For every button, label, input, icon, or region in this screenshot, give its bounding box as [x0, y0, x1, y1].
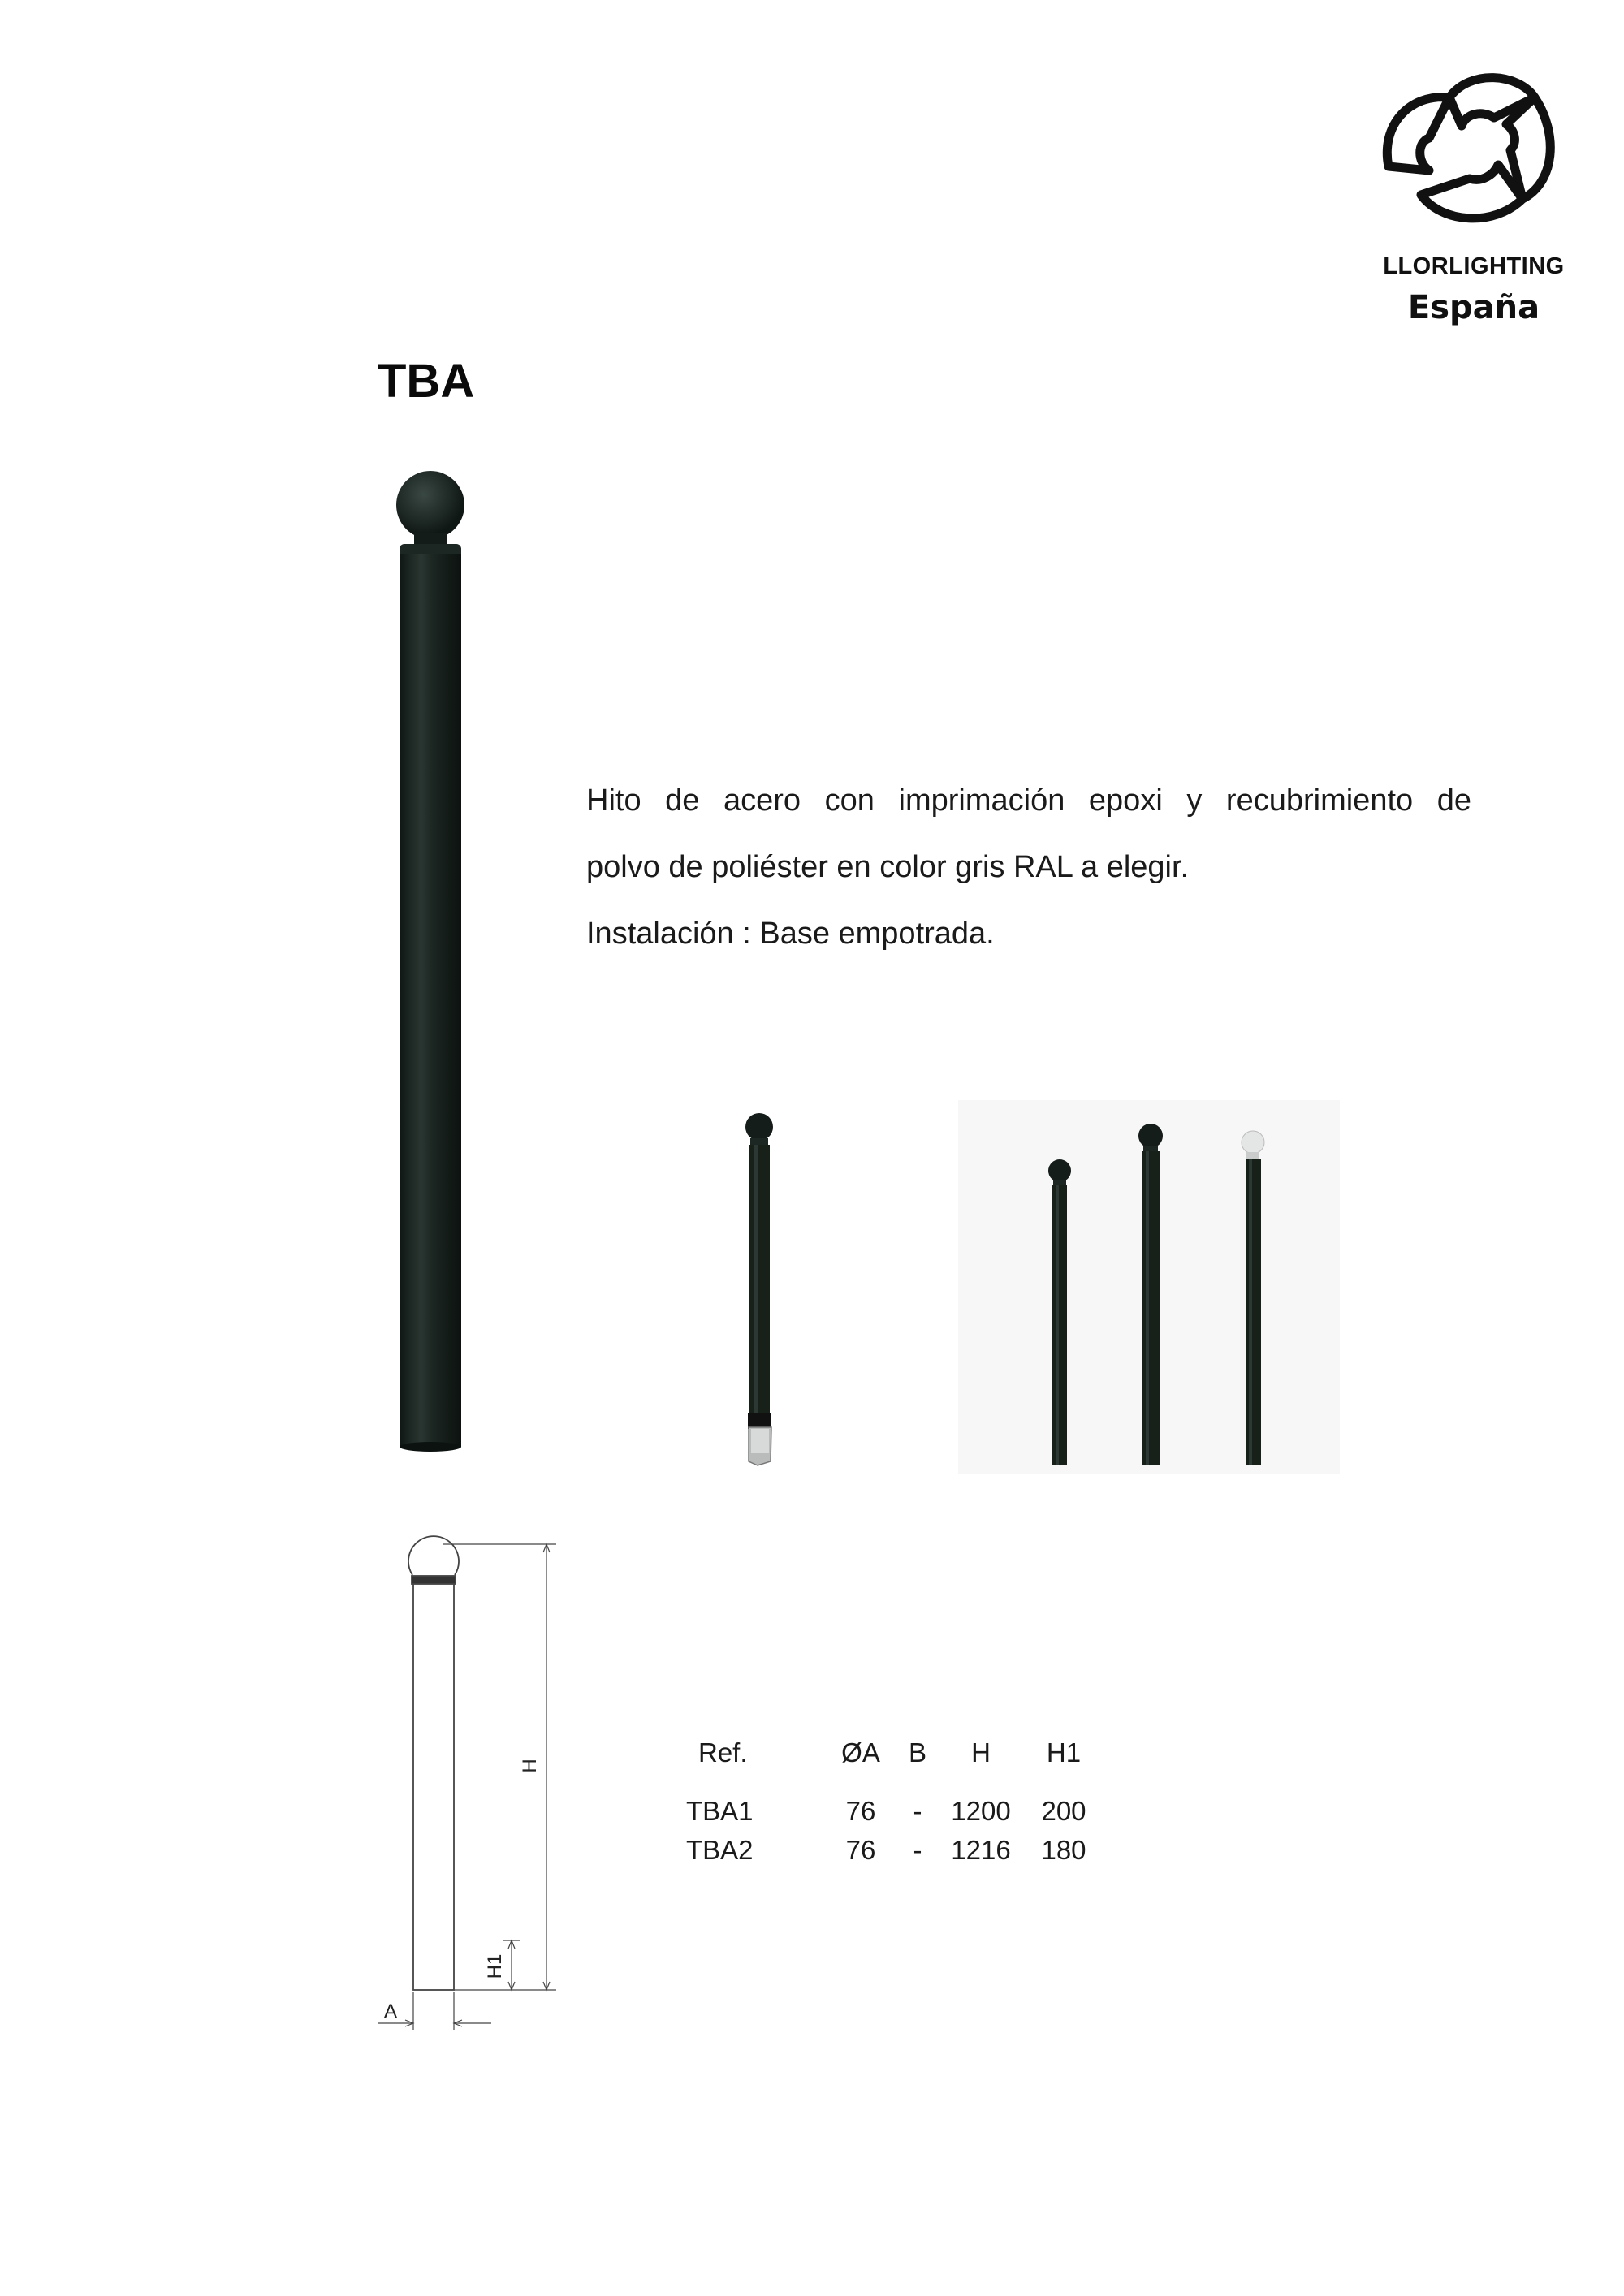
- bollard-main-photo: [374, 463, 503, 1453]
- cell-h: 1216: [951, 1835, 1011, 1865]
- header-h1: H1: [1046, 1737, 1082, 1767]
- header-h: H: [971, 1737, 991, 1767]
- header-ref: Ref.: [698, 1737, 748, 1767]
- description-line-2: polvo de poliéster en color gris RAL a elegir.: [586, 850, 1190, 884]
- cell-b: -: [913, 1835, 922, 1865]
- cell-ref: TBA2: [686, 1835, 754, 1865]
- cell-diameter: 76: [845, 1796, 876, 1826]
- cell-b: -: [913, 1796, 922, 1826]
- product-description: [586, 767, 1471, 967]
- brand-name: LLORLIGHTING: [1383, 253, 1565, 279]
- cell-ref: TBA1: [686, 1796, 754, 1826]
- bollard-single-photo: [727, 1104, 824, 1470]
- cell-h1: 180: [1041, 1835, 1086, 1865]
- dimension-label-h1: H1: [484, 1953, 506, 1979]
- technical-drawing: [369, 1530, 572, 2050]
- description-line-1: Hito de acero con imprimación epoxi y recubrimiento de: [586, 783, 1471, 818]
- header-b: B: [908, 1737, 926, 1767]
- header-diameter: ØA: [841, 1737, 880, 1767]
- brand-country: España: [1407, 289, 1540, 326]
- dimension-label-h: H: [519, 1759, 541, 1773]
- page-title: TBA: [378, 355, 475, 408]
- cell-h: 1200: [951, 1796, 1011, 1826]
- bollard-group-photo: [958, 1100, 1340, 1474]
- description-line-3: Instalación : Base empotrada.: [586, 917, 995, 951]
- cell-h1: 200: [1041, 1796, 1086, 1826]
- dimension-label-a: A: [384, 2000, 398, 2022]
- pinwheel-logo-icon: [1372, 61, 1567, 240]
- cell-diameter: 76: [845, 1835, 876, 1865]
